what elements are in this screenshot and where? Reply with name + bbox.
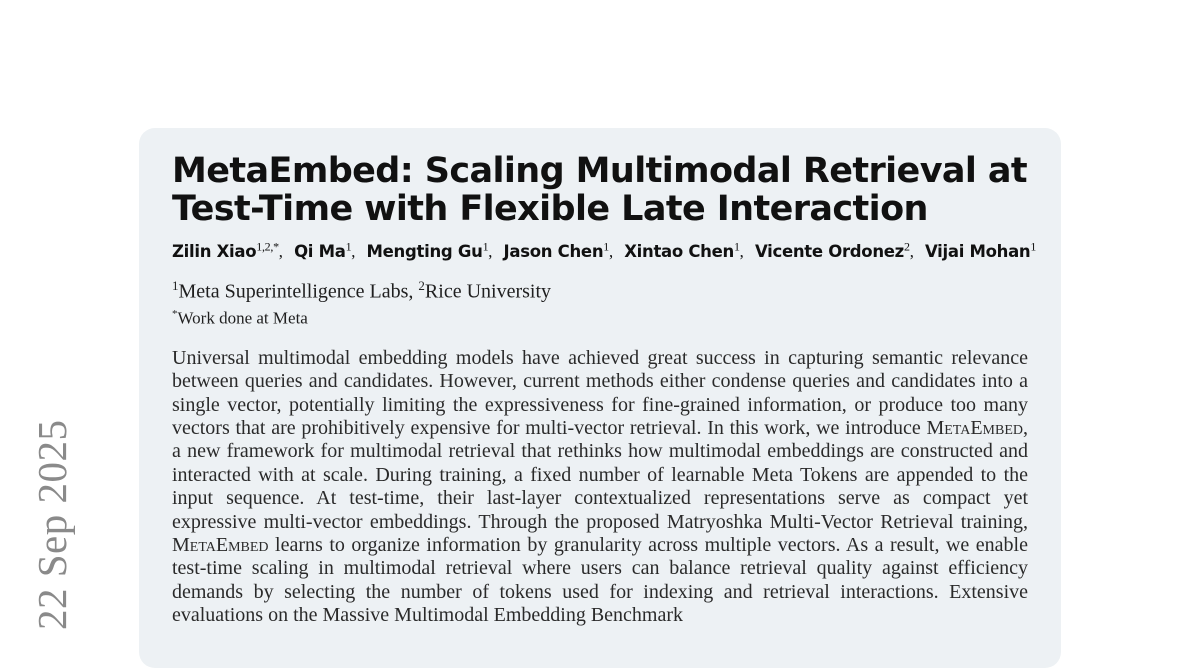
author-name: Vijai Mohan <box>924 241 1031 261</box>
affiliation-mark: 2 <box>418 277 425 293</box>
affiliation-name: Meta Superintelligence Labs <box>178 280 409 303</box>
abstract <box>172 347 1028 628</box>
abstract-segment: Universal multimodal embedding models have achieved great success in capturing semantic relevance between queries and candidates. However, current methods either condense queries and candidates into a single vector, potentially limiting the expressiveness for fine-grained information, or produce too many vectors that are prohibitively expensive for multi-vector retrieval. In this work, we introduce <box>172 346 1028 440</box>
paper-title-line-1: MetaEmbed: Scaling Multimodal Retrieval at <box>172 151 1028 191</box>
affiliation-mark: 1 <box>172 277 179 293</box>
author-name: Jason Chen <box>503 241 604 261</box>
paper-title <box>172 152 1028 228</box>
author-affiliation-mark: 2 <box>903 239 910 253</box>
author-name: Xintao Chen <box>624 241 734 261</box>
author <box>172 239 279 261</box>
author <box>624 239 740 261</box>
author-affiliation-mark: 1 <box>1030 239 1037 253</box>
footnote-mark: * <box>172 308 178 321</box>
method-name: MetaEmbed <box>926 417 1023 440</box>
author-affiliation-mark: 1 <box>603 239 609 253</box>
author <box>924 239 1037 261</box>
paper-header-card <box>139 128 1061 668</box>
author <box>294 239 352 261</box>
author-separator: , <box>909 241 914 261</box>
author-list <box>172 239 1037 262</box>
author-name: Zilin Xiao <box>172 241 257 261</box>
author-separator: , <box>739 241 744 261</box>
author-affiliation-mark: 1,2,* <box>256 239 279 253</box>
footnote-text: Work done at Meta <box>177 308 308 328</box>
author-separator: , <box>608 241 613 261</box>
abstract-segment: , a new framework for multimodal retrieval that rethinks how multimodal embeddings are constructed and interacted with at scale. During training, a fixed number of learnable Meta Tokens are appended to the input sequence. At test-time, their last-layer contextualized representations serve as compact yet expressive multi-vector embeddings. Through the proposed Matryoshka Multi-Vector Retrieval training, <box>172 417 1028 533</box>
author-affiliation-mark: 1 <box>482 239 489 253</box>
arxiv-date-stamp: 22 Sep 2025 <box>29 419 75 630</box>
affiliation-name: Rice University <box>424 280 552 303</box>
author-name: Vicente Ordonez <box>754 241 904 261</box>
author-affiliation-mark: 1 <box>345 239 352 253</box>
paper-title-line-2: Test-Time with Flexible Late Interaction <box>172 189 928 229</box>
author <box>503 239 609 261</box>
author <box>366 239 489 261</box>
affiliations <box>172 274 1028 304</box>
author-separator: , <box>351 241 356 261</box>
author-name: Qi Ma <box>294 241 346 261</box>
abstract-segment: learns to organize information by granularity across multiple vectors. As a result, we enable test-time scaling in multimodal retrieval where users can balance retrieval quality against efficiency demands by selecting the number of tokens used for indexing and retrieval interactions. Extensive evaluations on the Massive Multimodal Embedding Benchmark <box>172 534 1028 627</box>
footnote-work-done <box>172 303 1028 330</box>
affiliation-separator: , <box>408 280 419 303</box>
author-separator: , <box>278 241 283 261</box>
author <box>754 239 910 261</box>
method-name: MetaEmbed <box>172 534 269 557</box>
author-separator: , <box>488 241 493 261</box>
author-affiliation-mark: 1 <box>733 239 740 253</box>
author-name: Mengting Gu <box>366 241 483 261</box>
